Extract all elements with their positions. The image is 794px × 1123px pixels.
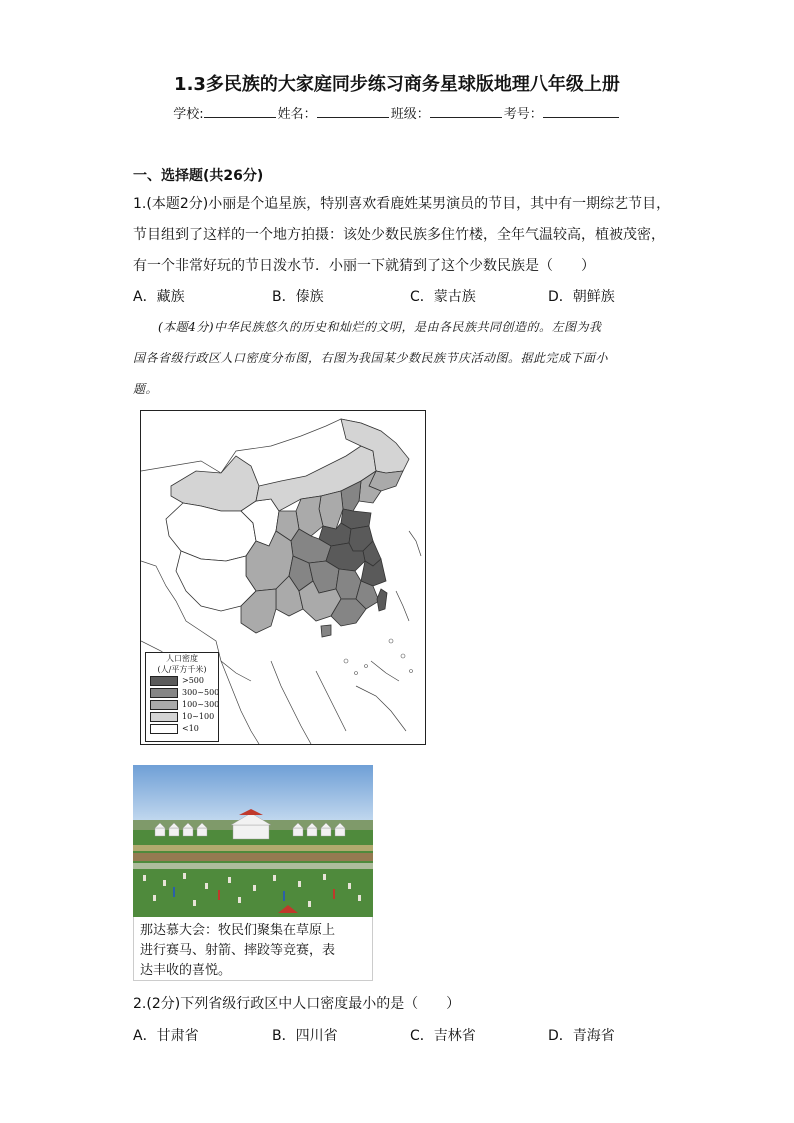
school-label: 学校:: [173, 107, 204, 122]
question-2-option-a[interactable]: A．甘肃省: [133, 1028, 199, 1044]
population-density-map: [140, 410, 426, 745]
group-intro-line-1: (本题4分)中华民族悠久的历史和灿烂的文明，是由各民族共同创造的。左图为我: [158, 320, 602, 334]
question-1-option-a[interactable]: A．藏族: [133, 289, 185, 305]
legend-row: [150, 699, 220, 710]
question-2-stem: 2.(2分)下列省级行政区中人口密度最小的是（ ）: [133, 996, 461, 1012]
section-heading: 一、选择题(共26分): [133, 168, 264, 184]
question-1-option-c[interactable]: C．蒙古族: [410, 289, 476, 305]
question-2-option-b[interactable]: B．四川省: [272, 1028, 338, 1044]
exam-no-blank[interactable]: [543, 105, 619, 118]
legend-label: >500: [182, 676, 204, 685]
map-legend: [145, 652, 219, 742]
question-2-option-d[interactable]: D．青海省: [548, 1028, 615, 1044]
caption-line-2: 进行赛马、射箭、摔跤等竞赛，表: [140, 943, 336, 958]
group-intro-line-2: 国各省级行政区人口密度分布图，右图为我国某少数民族节庆活动图。据此完成下面小: [133, 351, 609, 365]
caption-line-1: 那达慕大会：牧民们聚集在草原上: [140, 923, 336, 938]
group-intro-line-3: 题。: [133, 382, 159, 396]
question-1-option-d[interactable]: D．朝鲜族: [548, 289, 615, 305]
question-1-line-1: 1.(本题2分)小丽是个追星族，特别喜欢看鹿姓某男演员的节目，其中有一期综艺节目，: [133, 196, 671, 212]
naadam-festival-photo: [133, 765, 373, 917]
legend-unit: (人/平方千米): [157, 665, 207, 674]
legend-row: [150, 723, 216, 734]
legend-label: 300~500: [182, 688, 220, 697]
legend-swatch: [150, 700, 178, 710]
festival-scene-illustration: [133, 765, 373, 917]
legend-label: 10~100: [182, 712, 215, 721]
school-blank[interactable]: [204, 105, 276, 118]
legend-label: <10: [182, 724, 199, 733]
exam-no-label: 考号：: [503, 107, 543, 122]
question-1-option-b[interactable]: B．傣族: [272, 289, 324, 305]
class-label: 班级：: [390, 107, 430, 122]
legend-swatch: [150, 688, 178, 698]
page-title: 1.3多民族的大家庭同步练习商务星球版地理八年级上册: [174, 74, 620, 95]
legend-row: [150, 687, 220, 698]
question-2-option-c[interactable]: C．吉林省: [410, 1028, 476, 1044]
legend-swatch: [150, 724, 178, 734]
student-info-fields: [0, 103, 794, 122]
photo-caption: [133, 917, 373, 981]
legend-swatch: [150, 712, 178, 722]
name-label: 姓名：: [277, 107, 317, 122]
caption-line-3: 达丰收的喜悦。: [140, 963, 232, 978]
legend-swatch: [150, 676, 178, 686]
question-1-line-2: 节目组到了这样的一个地方拍摄：该处少数民族多住竹楼，全年气温较高，植被茂密，: [133, 227, 665, 243]
question-1-line-3: 有一个非常好玩的节日泼水节．小丽一下就猜到了这个少数民族是（ ）: [133, 258, 595, 274]
class-blank[interactable]: [430, 105, 502, 118]
legend-title: 人口密度: [166, 654, 198, 663]
legend-label: 100~300: [182, 700, 220, 709]
name-blank[interactable]: [317, 105, 389, 118]
legend-row: [150, 711, 216, 722]
legend-row: [150, 675, 216, 686]
